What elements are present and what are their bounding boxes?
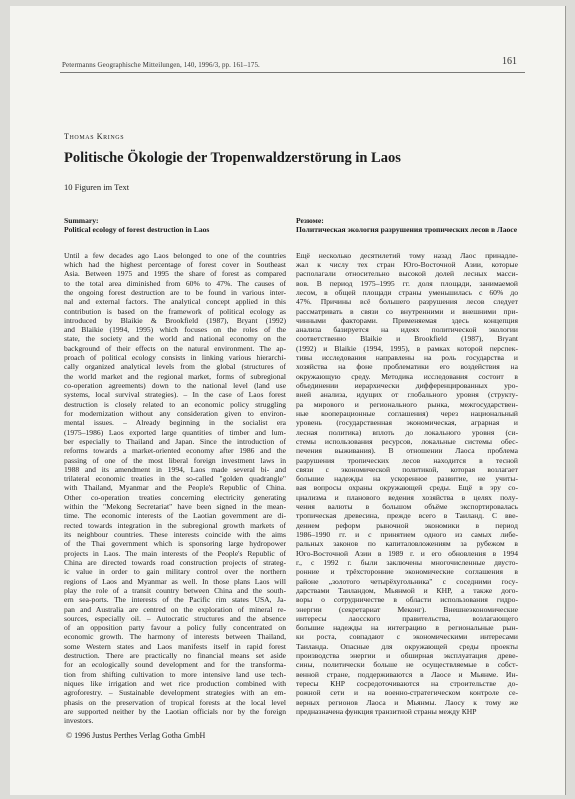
summary-heading: Summary: (64, 216, 99, 225)
summary-line: pan and Australia are centred on the exploration of mineral re- (64, 604, 286, 614)
summary-line: investors. (64, 716, 94, 726)
resume-line: энергии (секретариат Меконг). Внешнеэкономические (296, 604, 518, 614)
resume-line: 1986–1990 гг. и с принятием одного из самых либе- (296, 530, 518, 539)
summary-line: ern sea-ports. The interests of the Pacific rim states USA, Ja- (64, 595, 286, 605)
figures-note: 10 Figuren im Text (64, 182, 130, 192)
summary-line: co-operation agreements) down to the national level (land use (64, 381, 286, 390)
resume-line: анализа базируется на идеях политической экологии (296, 325, 518, 335)
summary-line: destruction. There are practically no financial means set aside (64, 651, 286, 661)
summary-line: nal and external factors. The analytical concept applied in this (64, 297, 286, 307)
resume-line: сины, политически больше не осуществляемые в собст- (296, 660, 518, 670)
page-number: 161 (502, 56, 517, 67)
summary-line: play the role of a transit country between China and the south- (64, 585, 286, 595)
journal-citation: Petermanns Geographische Mitteilungen, 140, 1996/3, pp. 161–175. (62, 61, 260, 69)
summary-line: of an opposition party favour a policy fully concentrated on (64, 623, 286, 633)
resume-line: верных регионов Лаоса и Мьянмы. Лаосу к тому же (296, 697, 518, 707)
article-title: Politische Ökologie der Tropenwaldzerstörung in Laos (64, 150, 401, 166)
summary-line: mental issues. – Already beginning in the socialist era (64, 418, 286, 428)
summary-line: tion from shifting cultivation to more intensive land use tech- (64, 669, 286, 679)
resume-line: воры о сотрудничестве в области использования гидро- (296, 595, 518, 605)
summary-line: sources, especially oil. – Autocratic structures and the absence (64, 613, 286, 623)
summary-line: Asia. Between 1975 and 1995 the share of forest as compared (64, 269, 286, 279)
resume-line: уровень (государственная экономическая, аграрная и (296, 418, 518, 428)
summary-line: rected towards integration in the subregional growth markets of (64, 520, 286, 530)
resume-line: объединении иерархически дифференцированных уро- (296, 381, 518, 390)
summary-line: phasis on the preservation of tropical forests at the local level (64, 697, 286, 707)
resume-line: вней анализа, идущих от глобального уровня (структу- (296, 390, 518, 400)
summary-column (64, 216, 286, 726)
summary-line: passing of one of the most liberal foreign investment laws in (64, 455, 286, 465)
summary-line: introduced by Blaikie & Brookfield (1987), Bryant (1992) (64, 315, 286, 325)
resume-line: большие надежды на интеграцию в региональные рын- (296, 623, 518, 633)
resume-line: располагали относительно высокой долей лесных масси- (296, 269, 518, 279)
resume-line: соответственно Blaikie и Brookfield (1987), Bryant (296, 334, 518, 344)
resume-column (296, 216, 518, 716)
summary-line: some Western states and Laos manifests itself in rapid forest (64, 641, 286, 651)
summary-line: cally organized analytical levels from the global (structures of (64, 362, 286, 372)
summary-line: Until a few decades ago Laos belonged to one of the countries (64, 250, 286, 260)
summary-line: 1988 and its amendment in 1994, Laos made several bi- and (64, 464, 286, 474)
summary-line: for modernization without any consideration given to environ- (64, 408, 286, 418)
resume-line: хозяйства на фоне проблематики его воздействия на (296, 362, 518, 372)
header-rule (60, 72, 525, 73)
resume-text (296, 251, 518, 717)
summary-line: within the "Mekong Secretariat" have been signed in the mean- (64, 502, 286, 512)
summary-text (64, 251, 286, 726)
summary-line: the world market and the regional market, forms of subregional (64, 371, 286, 381)
resume-line: Юго-Восточной Азии в 1989 г. и его обновления в 1994 (296, 548, 518, 558)
resume-line: ра мирового и регионального рынка, межгосударствен- (296, 399, 518, 409)
resume-line: рожной сети и на военно-стратегическом контроле се- (296, 688, 518, 698)
resume-line: ронние и трёхсторонние экономические соглашения в (296, 567, 518, 577)
resume-heading: Резюме: (296, 216, 324, 225)
summary-line: China are directed towards road construction projects of strateg- (64, 557, 286, 567)
resume-line: вов. В период 1975–1995 гг. доля площади, занимаемой (296, 278, 518, 288)
resume-subheading: Политическая экология разрушения тропических лесов в Лаосе (296, 225, 518, 235)
summary-line: background of their effects on the natural environment. The ap- (64, 343, 286, 353)
summary-line: agroforestry. – Sustainable development strategies with an em- (64, 688, 286, 698)
resume-line: разрушения тропических лесов находится в тесной (296, 455, 518, 465)
summary-line: ber especially to Thailand and Japan. Since the introduction of (64, 436, 286, 446)
resume-line: предназначена функция транзитной страны между КНР (296, 706, 477, 716)
summary-line: its neighbour countries. These interests coincide with the aims (64, 530, 286, 539)
resume-line: циализма и планового ведения хозяйства в целях полу- (296, 492, 518, 502)
resume-line: большие надежды на ускоренное развитие, не учиты- (296, 474, 518, 484)
resume-line: тропическая древесина, прежде всего в Таиланд. С вве- (296, 511, 518, 521)
summary-line: (1975–1986) Laos exported large quantities of timber and lum- (64, 427, 286, 437)
resume-line: ные кооперационные соглашения) через национальный (296, 408, 518, 418)
resume-line: дением реформ рыночной экономики в период (296, 520, 518, 530)
summary-line: which had the highest percentage of forest cover in Southeast (64, 259, 286, 269)
summary-line: to the total area diminished from 60% to 47%. The causes of (64, 278, 286, 288)
resume-line: (1992) и Blaikie (1994, 1995), в рамках которой перспек- (296, 343, 518, 353)
resume-line: чения валюты в большом объёме экспортировалась (296, 502, 518, 512)
author-name: Thomas Krings (64, 132, 125, 141)
resume-line: лесная политика) вплоть до локального уровня (си- (296, 427, 518, 437)
summary-line: systems, local survival strategies). – In the case of Laos forest (64, 390, 286, 400)
resume-line: производства энергии и обширная эксплуатация древе- (296, 651, 518, 661)
resume-line: дарствами Таиландом, Мьянмой и КНР, а также дого- (296, 585, 518, 595)
resume-line: стемы использования ресурсов, локальные системы обес- (296, 436, 518, 446)
summary-line: economic growth. The harmony of interests between Thailand, (64, 632, 286, 642)
resume-line: интересы лаосского правительства, возлагающего (296, 613, 518, 623)
summary-line: destruction is closely related to an economic policy struggling (64, 399, 286, 409)
journal-page (10, 6, 566, 795)
resume-line: лесом, в общей площади страны уменьшилась с 60% до (296, 287, 518, 297)
resume-line: Ещё несколько десятилетий тому назад Лаос принадле- (296, 250, 518, 260)
summary-line: are supported neither by the Laotian officials nor by the foreign (64, 706, 286, 716)
summary-line: state, the society and the world and national economy on the (64, 334, 286, 344)
resume-line: районе „золотого четырёхугольника" с соседними госу- (296, 576, 518, 586)
summary-subheading: Political ecology of forest destruction in Laos (64, 225, 210, 235)
summary-line: proach of political ecology consists in linking various hierarchi- (64, 353, 286, 363)
resume-line: Таиланда. Опасные для окружающей среды проекты (296, 641, 518, 651)
summary-line: for an ecologically sound development and for the transforma- (64, 660, 286, 670)
summary-line: with Thailand, Myanmar and the People's Republic of China. (64, 483, 286, 493)
resume-line: рассматривать в связи со внутренними и внешними при- (296, 306, 518, 316)
resume-line: 47%. Причины всё большего разрушения лесов следует (296, 297, 518, 307)
copyright-notice: © 1996 Justus Perthes Verlag Gotha GmbH (66, 731, 206, 740)
resume-line: ки роста, совпадают с экономическими интересами (296, 632, 518, 642)
summary-line: and Blaikie (1994, 1995) which focuses on the roles of the (64, 325, 286, 335)
summary-line: Other co-operation treaties concerning electricity generating (64, 492, 286, 502)
summary-line: projects in Laos. The main interests of the People's Republic of (64, 548, 286, 558)
resume-line: окружающую среду. Методика исследования состоит в (296, 371, 518, 381)
summary-line: the ongoing forest destruction are to be found in various inter- (64, 287, 286, 297)
resume-line: чинными факторами. Применяемая здесь концепция (296, 315, 518, 325)
summary-line: contribution is based on the framework of political ecology as (64, 306, 286, 316)
resume-line: венной стране, поддерживаются в Лаосе и Мьянме. Ин- (296, 669, 518, 679)
summary-line: time. The economic interests of the Laotian government are di- (64, 511, 286, 521)
summary-line: ic value in order to gain military control over the northern (64, 567, 286, 577)
summary-line: of the Thai government which is sponsoring large hydropower (64, 539, 286, 549)
resume-line: печения выживания). В отношении Лаоса проблема (296, 446, 518, 456)
resume-line: вая вопросы охраны окружающей среды. Ещё в эру со- (296, 483, 518, 493)
resume-line: связи с экономической политикой, которая возлагает (296, 464, 518, 474)
resume-line: тересы КНР сосредоточиваются на строительстве до- (296, 679, 518, 688)
summary-line: trilateral economic treaties in the so-called "golden quadrangle" (64, 474, 286, 484)
resume-line: г., с 1992 г. были заключены многочисленные двусто- (296, 557, 518, 567)
summary-line: reforms towards a market-oriented economy after 1986 and the (64, 446, 286, 456)
resume-line: жал к числу тех стран Юго-Восточной Азии, которые (296, 259, 518, 269)
resume-line: тивы исследования направлены на роль государства и (296, 353, 518, 363)
resume-line: ральных законов по капиталовложениям за рубежом в (296, 539, 518, 549)
summary-line: niques like irrigation and wet rice production combined with (64, 679, 286, 688)
summary-line: regions of Laos and Myanmar as well. In those plans Laos will (64, 576, 286, 586)
